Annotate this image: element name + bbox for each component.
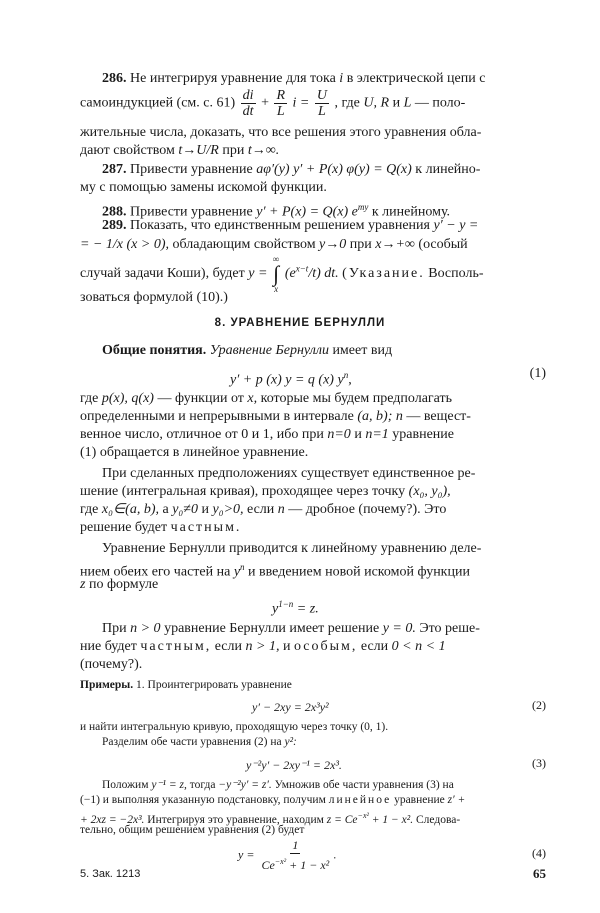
general-line3: [80, 426, 546, 444]
math: −x²: [274, 857, 287, 866]
general-line4: [80, 444, 546, 462]
text: Интегрируя это уравнение, находим: [147, 813, 324, 826]
text: При: [102, 621, 127, 636]
math: z: [80, 577, 86, 592]
print-signature: 5. Зак. 1213: [80, 868, 141, 880]
math: n: [277, 502, 285, 517]
text: и: [392, 95, 401, 111]
text: имеет вид: [332, 343, 393, 358]
math: = − 1/x (x > 0),: [80, 237, 169, 252]
denominator: L: [318, 104, 326, 119]
term: Уравнение Бернулли: [209, 343, 329, 358]
math: t→∞.: [247, 143, 280, 158]
text: 1. Проинтегрировать уравнение: [136, 679, 292, 691]
text: случай задачи Коши), будет: [80, 266, 245, 282]
math: x−t: [295, 263, 309, 274]
examples-line7: [80, 823, 546, 838]
math: y: [272, 601, 279, 617]
text: при: [349, 237, 372, 252]
math: y⁻¹ = z,: [151, 779, 187, 791]
math: i: [339, 71, 344, 86]
math: y₀≠0: [172, 502, 198, 517]
math: x₀∈(a, b),: [101, 502, 159, 517]
text: тельно, общим решением уравнения (2) будет: [80, 824, 305, 836]
text: Умножив обе части уравнения (3) на: [274, 779, 454, 791]
text: Уравнение Бернулли приводится к линейному уравнению деле-: [102, 541, 482, 556]
section-heading: 8. УРАВНЕНИЕ БЕРНУЛЛИ: [214, 317, 386, 329]
equation-number: (2): [532, 698, 546, 712]
para4-line3: [80, 656, 546, 674]
denominator: [259, 854, 331, 873]
text: жительные числа, доказать, что все решения этого уравнения обла-: [80, 125, 482, 140]
denominator: L: [276, 104, 285, 119]
math: n > 1,: [245, 639, 280, 654]
math: /t) dt.: [308, 266, 339, 282]
examples-line3: [80, 735, 546, 750]
math: −y⁻²y′ = z′.: [218, 779, 272, 791]
math: i =: [292, 95, 310, 111]
problem-289-line3: [80, 254, 546, 294]
emphasis: частным,: [140, 639, 212, 654]
para4-line1: [80, 620, 546, 638]
math: y: [233, 564, 241, 580]
numerator: U: [316, 88, 327, 103]
math: (a, b); n: [357, 409, 403, 424]
text: по формуле: [88, 577, 159, 592]
examples-line4: [80, 778, 546, 793]
math: aφ′(y) y′ + P(x) φ(y) = Q(x): [256, 162, 412, 177]
text: Это реше-: [419, 621, 480, 636]
problem-289-line2: [80, 236, 546, 254]
math: x→+∞: [375, 237, 415, 252]
text: — поло-: [414, 95, 466, 111]
math: y⁻²y′ − 2xy⁻¹ = 2x³.: [246, 758, 342, 772]
examples-line2: [80, 720, 546, 735]
text: при: [222, 143, 245, 158]
text: уравнение Бернулли имеет решение: [164, 621, 380, 636]
text: му с помощью замены искомой функции.: [80, 180, 327, 195]
text: — вещест-: [406, 409, 471, 424]
text: обладающим свойством: [172, 237, 316, 252]
math: U, R: [363, 95, 390, 111]
para2-line4: [80, 519, 546, 537]
text: Положим: [102, 779, 149, 791]
problem-number: 287.: [102, 162, 127, 177]
math: + 2xz = −2x³.: [80, 813, 145, 826]
math: y′ + p (x) y = q (x) y: [230, 372, 344, 388]
problem-287: [80, 161, 546, 179]
equation-3: [246, 756, 342, 774]
fraction-r-l: [274, 88, 287, 119]
text: если: [214, 639, 242, 654]
math: (x₀, y₀),: [408, 484, 451, 499]
text: (особый: [418, 237, 468, 252]
general-line2: [80, 408, 546, 426]
numerator: 1: [292, 838, 299, 852]
text: к линейному.: [371, 204, 451, 220]
equation-number: (1): [529, 366, 546, 381]
text: Показать, что единственным решением уравнения: [130, 218, 430, 233]
fraction-u-l: [315, 88, 329, 119]
para2-line2: [80, 483, 546, 501]
math: +: [261, 95, 269, 111]
math: t→U/R: [178, 143, 219, 158]
math: n=1: [365, 427, 389, 442]
math: y²:: [284, 736, 297, 748]
math: L: [403, 95, 412, 111]
text: венное число, отличное от 0 и 1, ибо при: [80, 427, 324, 442]
text: уравнение: [392, 427, 454, 442]
text: и найти интегральную кривую, проходящую через точку (0, 1).: [80, 721, 389, 733]
text: (почему?).: [80, 657, 143, 672]
problem-286-line4: [80, 142, 546, 160]
text: Привести уравнение: [130, 204, 253, 220]
math: n: [343, 370, 349, 380]
math: my: [357, 202, 369, 212]
problem-289: [80, 217, 546, 235]
problem-number: 288.: [102, 204, 127, 220]
math: y =: [238, 847, 255, 862]
para4-line2: [80, 638, 546, 656]
text: Восполь-: [428, 266, 484, 282]
math: p(x), q(x): [101, 391, 154, 406]
text: решение будет: [80, 520, 168, 535]
math: z′ +: [447, 794, 466, 806]
text: шение (интегральная кривая), проходящее через точку: [80, 484, 406, 499]
problem-289-line4: [80, 289, 546, 307]
text: Разделим обе части уравнения (2) на: [102, 736, 282, 748]
math: n > 0: [130, 621, 161, 636]
para3-line3: [80, 576, 546, 594]
problem-286-line3: [80, 124, 546, 142]
paragraph-label: Общие понятия.: [102, 343, 207, 358]
text: в электрической цепи с: [346, 71, 486, 86]
upper-limit: ∞: [272, 254, 280, 264]
equation-1: [230, 366, 352, 390]
numerator: di: [242, 88, 254, 103]
equation-number: (4): [532, 846, 546, 860]
text: которые мы будем предполагать: [260, 391, 453, 406]
text: ние будет: [80, 639, 137, 654]
text: определенными и непрерывными в интервале: [80, 409, 354, 424]
text: если: [247, 502, 275, 517]
para2-line3: [80, 501, 546, 519]
math: (e: [284, 266, 296, 282]
text: где: [80, 391, 99, 406]
text: и: [282, 639, 291, 654]
fraction-solution: [259, 838, 331, 873]
text: и: [354, 427, 362, 442]
math: x,: [247, 391, 258, 406]
text: если: [360, 639, 389, 654]
text: дают свойством: [80, 143, 175, 158]
text: , где: [334, 95, 360, 111]
text: Не интегрируя уравнение для тока: [130, 71, 336, 86]
text: Следова-: [415, 813, 461, 826]
equation-4: [238, 838, 336, 873]
text: — дробное (почему?). Это: [288, 502, 447, 517]
math: + 1 − x².: [371, 813, 414, 826]
general-line1: [80, 390, 546, 408]
math: y′ − 2xy = 2x³y²: [252, 700, 329, 714]
fraction-di-dt: [241, 88, 256, 119]
math: −x²: [357, 811, 369, 820]
text: — функции от: [157, 391, 244, 406]
math: y = 0.: [382, 621, 416, 636]
examples-line5: [80, 793, 546, 808]
math: y₀>0,: [212, 502, 244, 517]
text: а: [162, 502, 169, 517]
math: y→0: [319, 237, 347, 252]
math: y =: [248, 266, 268, 282]
text: Привести уравнение: [130, 162, 253, 177]
text: где: [80, 502, 99, 517]
math: 0 < n < 1: [391, 639, 446, 654]
page-number: 65: [533, 866, 546, 881]
math: n: [240, 562, 245, 572]
math: .: [333, 847, 337, 862]
math: ,: [348, 372, 352, 388]
math: z = Ce: [326, 813, 358, 826]
math: + 1 − x²: [289, 858, 330, 872]
emphasis: частным.: [170, 520, 242, 535]
lower-limit: x: [274, 284, 279, 294]
problem-287-line2: [80, 179, 546, 197]
text: тогда: [189, 779, 216, 791]
text: (1) обращается в линейное уравнение.: [80, 445, 309, 460]
math: y′ − y =: [433, 218, 479, 233]
text: самоиндукцией (см. с. 61): [80, 95, 236, 111]
equation-number: (3): [532, 756, 546, 770]
math: n=0: [327, 427, 351, 442]
text: уравнение: [394, 794, 445, 806]
equation-2: [252, 698, 329, 716]
para3-line1: [80, 540, 546, 558]
denominator: dt: [242, 104, 254, 119]
math: = z.: [296, 601, 319, 617]
hint-label: (Указание.: [342, 266, 425, 282]
math: 1−n: [278, 599, 294, 609]
text: зоваться формулой (10).): [80, 290, 228, 305]
text: и: [201, 502, 209, 517]
general-concepts: [80, 342, 546, 360]
text: (−1) и выполняя указанную подстановку, получим: [80, 794, 326, 806]
integral-sign: ∞ ∫ x: [272, 254, 280, 294]
emphasis: линейное: [328, 794, 392, 806]
numerator: R: [276, 88, 286, 103]
math: Ce: [261, 858, 275, 872]
text: и введением новой искомой функции: [248, 564, 470, 580]
para2-line1: [80, 465, 546, 483]
problem-286: [80, 70, 546, 88]
examples-intro: [80, 678, 546, 693]
problem-number: 286.: [102, 71, 127, 86]
problem-number: 289.: [102, 218, 127, 233]
paragraph-label: Примеры.: [80, 679, 134, 691]
text: нием обеих его частей на: [80, 564, 231, 580]
math: y′ + P(x) = Q(x) e: [256, 204, 358, 220]
text: При сделанных предположениях существует единственное ре-: [102, 466, 476, 481]
problem-286-line2: [80, 88, 546, 119]
emphasis: особым,: [293, 639, 358, 654]
equation-substitution: [272, 595, 319, 619]
text: к линейно-: [415, 162, 481, 177]
